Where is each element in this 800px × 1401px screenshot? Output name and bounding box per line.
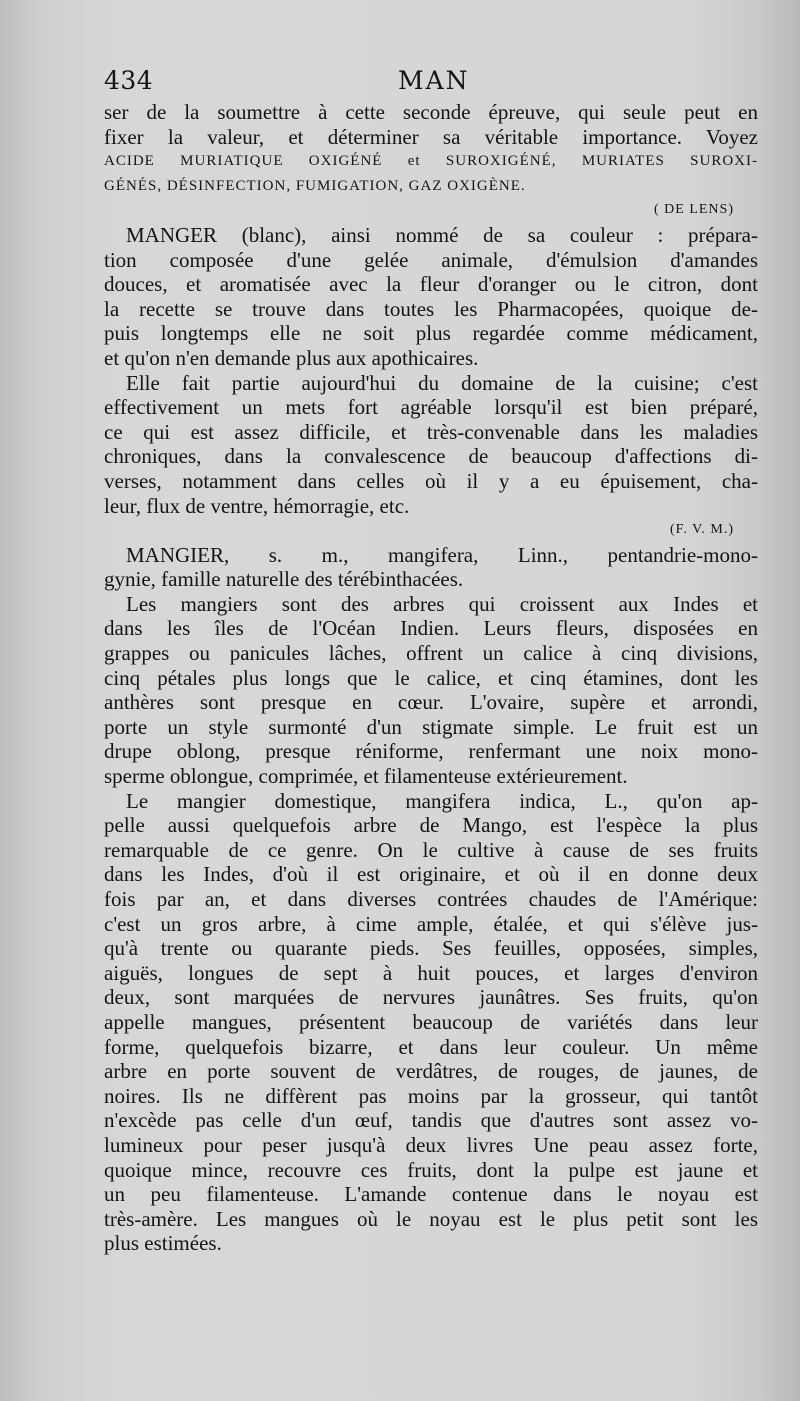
text-line: quoique mince, recouvre ces fruits, dont la pulpe est jaune et [104, 1157, 758, 1182]
text-line: arbre en porte souvent de verdâtres, de rouges, de jaunes, de [104, 1059, 758, 1084]
text-line: cinq pétales plus longs que le calice, et cinq étamines, dont les [104, 665, 758, 690]
text-line: très-amère. Les mangues où le noyau est le plus petit sont les [104, 1206, 758, 1231]
text-line: ce qui est assez difficile, et très-convenable dans les maladies [104, 419, 758, 444]
text-line: douces, et aromatisée avec la fleur d'oranger ou le citron, dont [104, 272, 758, 297]
cross-reference-line: ACIDE MURIATIQUE OXIGÉNÉ et SUROXIGÉNÉ, MURIATES SUROXI- [104, 153, 758, 170]
text-line: leur, flux de ventre, hémorragie, etc. [104, 493, 410, 518]
text-line: effectivement un mets fort agréable lorsqu'il est bien préparé, [104, 395, 758, 420]
text-line: gynie, famille naturelle des térébinthacées. [104, 567, 464, 592]
cross-reference-line: GÉNÉS, DÉSINFECTION, FUMIGATION, GAZ OXIGÈNE. [104, 177, 526, 194]
text-line: lumineux pour peser jusqu'à deux livres Une peau assez forte, [104, 1132, 758, 1157]
text-line: verses, notamment dans celles où il y a eu épuisement, cha- [104, 468, 758, 493]
text-line: un peu filamenteuse. L'amande contenue dans le noyau est [104, 1182, 758, 1207]
text-line: Elle fait partie aujourd'hui du domaine de la cuisine; c'est [126, 370, 758, 395]
page-number: 434 [104, 66, 154, 95]
text-line: grappes ou panicules lâches, offrent un calice à cinq divisions, [104, 641, 758, 666]
text-line: fixer la valeur, et déterminer sa véritable importance. Voyez [104, 124, 758, 149]
body-text [104, 100, 758, 1256]
text-line: fois par an, et dans diverses contrées chaudes de l'Amérique: [104, 887, 758, 911]
text-line: la recette se trouve dans toutes les Pharmacopées, quoique de- [104, 296, 758, 321]
text-line: Les mangiers sont des arbres qui croissent aux Indes et [126, 591, 758, 616]
text-line: deux, sont marquées de nervures jaunâtres. Ses fruits, qu'on [104, 985, 758, 1010]
text-line: chroniques, dans la convalescence de beaucoup d'affections di- [104, 444, 758, 469]
text-line: aiguës, longues de sept à huit pouces, et larges d'environ [104, 960, 758, 985]
running-head: MAN [398, 66, 470, 95]
text-line: dans les îles de l'Océan Indien. Leurs fleurs, disposées en [104, 616, 758, 641]
text-line: noires. Ils ne diffèrent pas moins par la grosseur, qui tantôt [104, 1083, 758, 1108]
author-signature: (F. V. M.) [670, 522, 734, 538]
text-line: drupe oblong, presque réniforme, renfermant une noix mono- [104, 739, 758, 764]
text-line: sperme oblongue, comprimée, et filamenteuse extérieurement. [104, 764, 628, 789]
text-line: qu'à trente ou quarante pieds. Ses feuilles, opposées, simples, [104, 936, 758, 961]
text-line: et qu'on n'en demande plus aux apothicaires. [104, 345, 479, 370]
page-header [104, 66, 764, 100]
text-line: puis longtemps elle ne soit plus regardée comme médicament, [104, 321, 758, 346]
text-line: ser de la soumettre à cette seconde épreuve, qui seule peut en [104, 100, 758, 124]
text-line: anthères sont presque en cœur. L'ovaire, supère et arrondi, [104, 690, 758, 715]
text-line: tion composée d'une gelée animale, d'émulsion d'amandes [104, 247, 758, 272]
text-line: pelle aussi quelquefois arbre de Mango, est l'espèce la plus [104, 813, 758, 838]
entry-heading-line: MANGER (blanc), ainsi nommé de sa couleur : prépara- [126, 222, 758, 247]
entry-heading-line: MANGIER, s. m., mangifera, Linn., pentandrie-mono- [126, 542, 758, 567]
text-line: porte un style surmonté d'un stigmate simple. Le fruit est un [104, 714, 758, 739]
text-line: Le mangier domestique, mangifera indica, L., qu'on ap- [126, 788, 758, 813]
author-signature: ( DE LENS) [654, 202, 734, 218]
text-line: c'est un gros arbre, à cime ample, étalée, et qui s'élève jus- [104, 911, 758, 936]
text-line: dans les Indes, d'où il est originaire, et où il en donne deux [104, 862, 758, 887]
text-line: remarquable de ce genre. On le cultive à cause de ses fruits [104, 837, 758, 862]
text-line: plus estimées. [104, 1231, 222, 1256]
text-line: appelle mangues, présentent beaucoup de variétés dans leur [104, 1009, 758, 1034]
text-line: forme, quelquefois bizarre, et dans leur couleur. Un même [104, 1034, 758, 1059]
text-line: n'excède pas celle d'un œuf, tandis que d'autres sont assez vo- [104, 1108, 758, 1133]
